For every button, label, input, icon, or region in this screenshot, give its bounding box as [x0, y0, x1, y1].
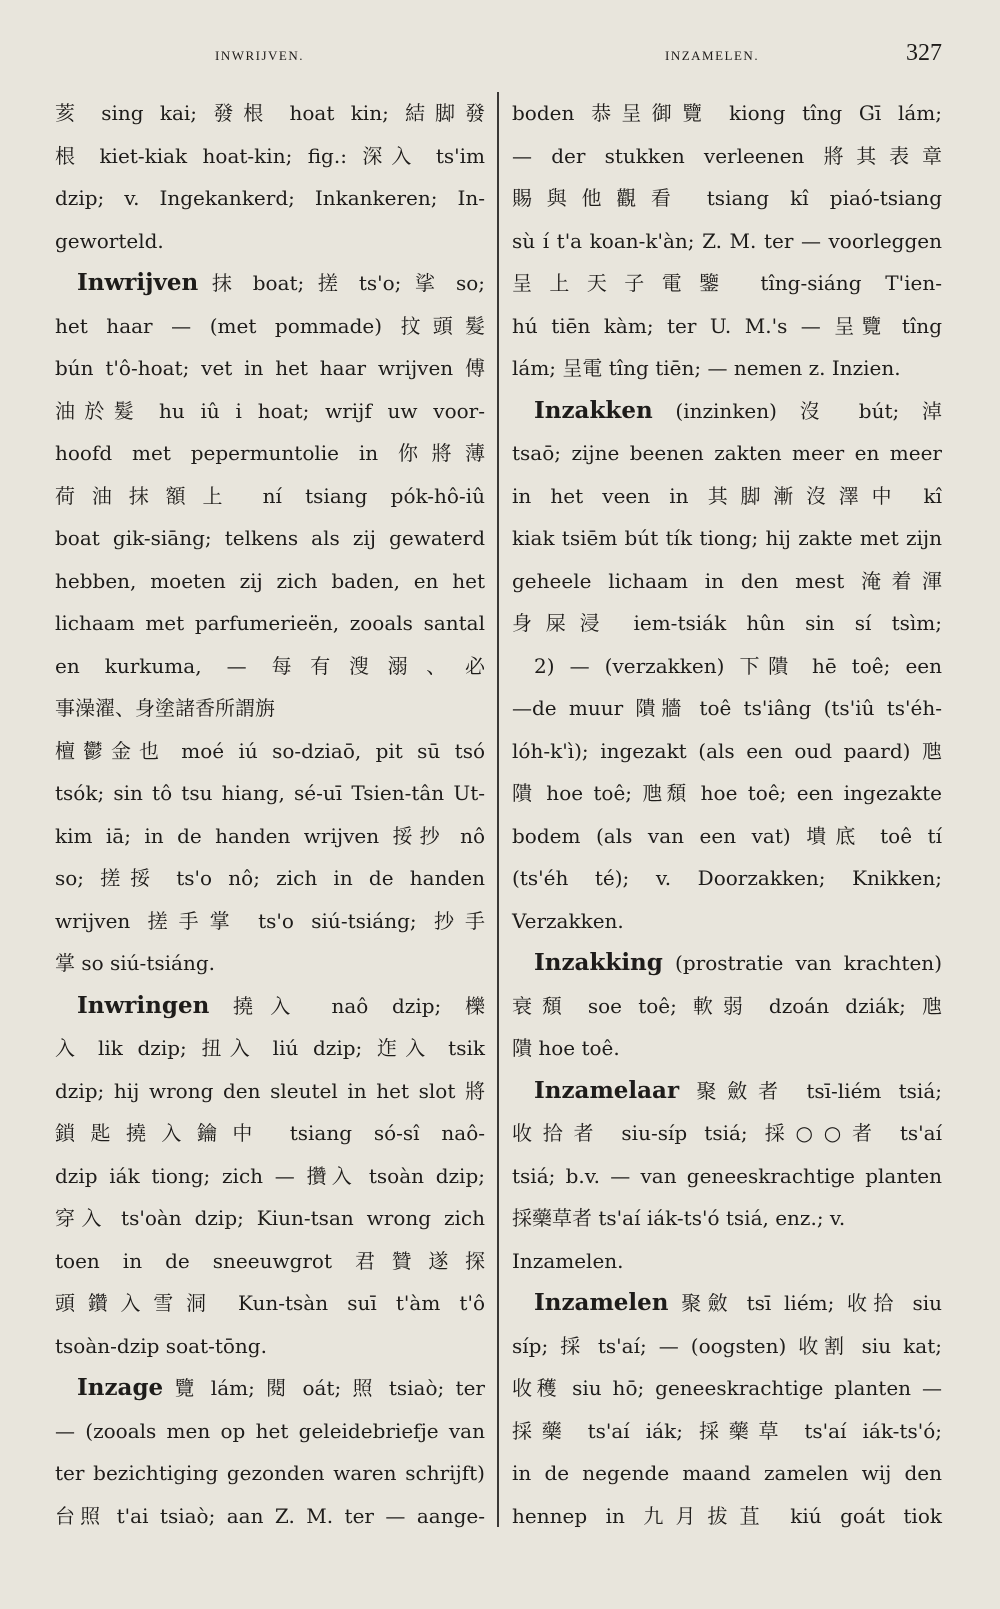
- text-line: hennep in 九月拔苴 kiú goát tiok: [512, 1503, 942, 1528]
- headword: Inzage: [77, 1374, 164, 1401]
- text-line: Inzamelen.: [512, 1248, 624, 1273]
- column-divider: [497, 92, 499, 1527]
- running-head-left: INWRIJVEN.: [215, 48, 305, 63]
- text-line: Inwringen 撓入 naô dzip; 櫟: [77, 991, 485, 1019]
- text-line: 荷油抹額上 ní tsiang pók-hô-iû: [55, 483, 485, 508]
- text-line: 鎖匙撓入鑰中 tsiang só-sî naô-: [55, 1121, 485, 1145]
- text-line: 事澡濯、身塗諸香所謂旃: [55, 696, 275, 720]
- text-line: boat gik-siāng; telkens als zij gewaterd: [55, 526, 485, 550]
- page-number: 327: [906, 40, 942, 66]
- text-line: toen in de sneeuwgrot 君贊遂探: [55, 1248, 485, 1273]
- headword: Inzakking: [534, 949, 663, 976]
- text-line: wrijven 搓手掌 ts'o siú-tsiáng; 抄手: [55, 908, 485, 933]
- text-line: 隤 hoe toê.: [512, 1036, 620, 1060]
- text-line: Inzage 覽 lám; 閱 oát; 照 tsiaò; ter: [77, 1374, 485, 1401]
- text-line: hoofd met pepermuntolie in 你將薄: [55, 441, 485, 465]
- headword: Inzamelen: [534, 1289, 669, 1316]
- headword: Inzakken: [534, 396, 653, 424]
- text-line: — (zooals men op het geleidebriefje van: [55, 1418, 485, 1443]
- text-line: tsiá; b.v. — van geneeskrachtige planten: [512, 1163, 942, 1188]
- text-line: 檀鬱金也 moé iú so-dziaō, pit sū tsó: [55, 738, 485, 763]
- text-line: 衰頹 soe toê; 軟弱 dzoán dziák; 虺: [512, 993, 942, 1018]
- text-line: ter bezichtiging gezonden waren schrijft): [55, 1461, 485, 1485]
- text-line: lám; 呈電 tîng tiēn; — nemen z. Inzien.: [512, 356, 901, 380]
- text-line: Inzakking (prostratie van krachten): [534, 949, 942, 976]
- text-line: lóh-k'ì); ingezakt (als een oud paard) 虺: [512, 738, 942, 763]
- text-line: 採藥草者 ts'aí iák-ts'ó tsiá, enz.; v.: [512, 1206, 846, 1230]
- text-line: lichaam met parfumerieën, zooals santal: [55, 611, 485, 635]
- text-line: síp; 採 ts'aí; — (oogsten) 收割 siu kat;: [512, 1333, 942, 1358]
- text-line: 採藥 ts'aí iák; 採藥草 ts'aí iák-ts'ó;: [512, 1418, 942, 1443]
- running-head-right: INZAMELEN.: [665, 48, 760, 63]
- text-line: en kurkuma, — 每有溲溺、必: [55, 653, 485, 678]
- text-line: 收穫 siu hō; geneeskrachtige planten —: [512, 1376, 942, 1400]
- text-line: 台照 t'ai tsiaò; aan Z. M. ter — aange-: [55, 1503, 485, 1528]
- text-line: 賜與他觀看 tsiang kî piaó-tsiang: [512, 186, 942, 210]
- text-line: Verzakken.: [512, 908, 624, 933]
- text-line: 2) — (verzakken) 下隤 hē toê; een: [534, 653, 942, 678]
- text-line: Inzamelen 聚斂 tsī liém; 收拾 siu: [534, 1289, 942, 1316]
- text-line: 掌 so siú-tsiáng.: [55, 951, 215, 975]
- text-line: so; 搓挼 ts'o nô; zich in de handen: [55, 866, 485, 890]
- text-line: — der stukken verleenen 將其表章: [512, 143, 942, 168]
- text-line: tsaō; zijne beenen zakten meer en meer: [512, 441, 942, 465]
- text-line: hú tiēn kàm; ter U. M.'s — 呈覽 tîng: [512, 313, 942, 338]
- text-line: 根 kiet-kiak hoat-kin; fig.: 深入 ts'im: [55, 143, 485, 168]
- text-line: Inwrijven 抹 boat; 搓 ts'o; 挲 so;: [77, 269, 485, 296]
- text-line: dzip iák tiong; zich — 攢入 tsoàn dzip;: [55, 1163, 485, 1188]
- text-line: tsoàn-dzip soat-tōng.: [55, 1333, 267, 1358]
- headword: Inwrijven: [77, 269, 199, 296]
- text-line: 頭鑽入雪洞 Kun-tsàn suī t'àm t'ô: [55, 1291, 485, 1315]
- text-line: het haar — (met pommade) 抆頭髮: [55, 313, 485, 338]
- text-line: kim iā; in de handen wrijven 挼抄 nô: [55, 823, 485, 848]
- text-line: sù í t'a koan-k'àn; Z. M. ter — voorleggen: [512, 228, 942, 253]
- right-column: [512, 92, 942, 1537]
- text-line: —de muur 隤牆 toê ts'iâng (ts'iû ts'éh-: [512, 696, 942, 720]
- text-line: in de negende maand zamelen wij den: [512, 1461, 942, 1485]
- text-line: hebben, moeten zij zich baden, en het: [55, 568, 485, 593]
- text-line: (ts'éh té); v. Doorzakken; Knikken;: [512, 866, 942, 890]
- text-line: 油於髮 hu iû i hoat; wrijf uw voor-: [55, 398, 485, 423]
- text-line: geheele lichaam in den mest 淹着渾: [512, 568, 942, 593]
- headword: Inwringen: [77, 991, 210, 1019]
- text-line: dzip; hij wrong den sleutel in het slot 將: [55, 1078, 485, 1103]
- text-line: Inzamelaar 聚斂者 tsī-liém tsiá;: [534, 1076, 942, 1104]
- headword: Inzamelaar: [534, 1076, 680, 1104]
- text-line: in het veen in 其脚漸沒澤中 kî: [512, 483, 942, 508]
- text-line: tsók; sin tô tsu hiang, sé-uī Tsien-tân Ut-: [55, 781, 485, 805]
- text-line: 入 lik dzip; 扭入 liú dzip; 迮入 tsik: [55, 1036, 485, 1060]
- text-line: Inzakken (inzinken) 沒 bút; 淖: [534, 396, 942, 424]
- text-line: 隤 hoe toê; 虺頹 hoe toê; een ingezakte: [512, 781, 942, 805]
- text-line: boden 恭呈御覽 kiong tîng Gī lám;: [512, 101, 942, 125]
- text-line: 呈上天子電鑒 tîng-siáng T'ien-: [512, 271, 942, 295]
- left-column: [55, 92, 485, 1537]
- text-line: bodem (als van een vat) 墤底 toê tí: [512, 823, 942, 848]
- text-line: bún t'ô-hoat; vet in het haar wrijven 傅: [55, 356, 485, 380]
- text-line: 收拾者 siu-síp tsiá; 採○○者 ts'aí: [512, 1121, 942, 1145]
- text-line: kiak tsiēm bút tík tiong; hij zakte met zijn: [512, 526, 942, 550]
- text-line: 穿入 ts'oàn dzip; Kiun-tsan wrong zich: [55, 1206, 485, 1230]
- text-line: dzip; v. Ingekankerd; Inkankeren; In-: [55, 186, 485, 210]
- text-line: geworteld.: [55, 228, 164, 253]
- text-line: 身屎浸 iem-tsiák hûn sin sí tsìm;: [512, 611, 942, 635]
- text-line: 荄 sing kai; 發根 hoat kin; 結脚發: [55, 101, 485, 125]
